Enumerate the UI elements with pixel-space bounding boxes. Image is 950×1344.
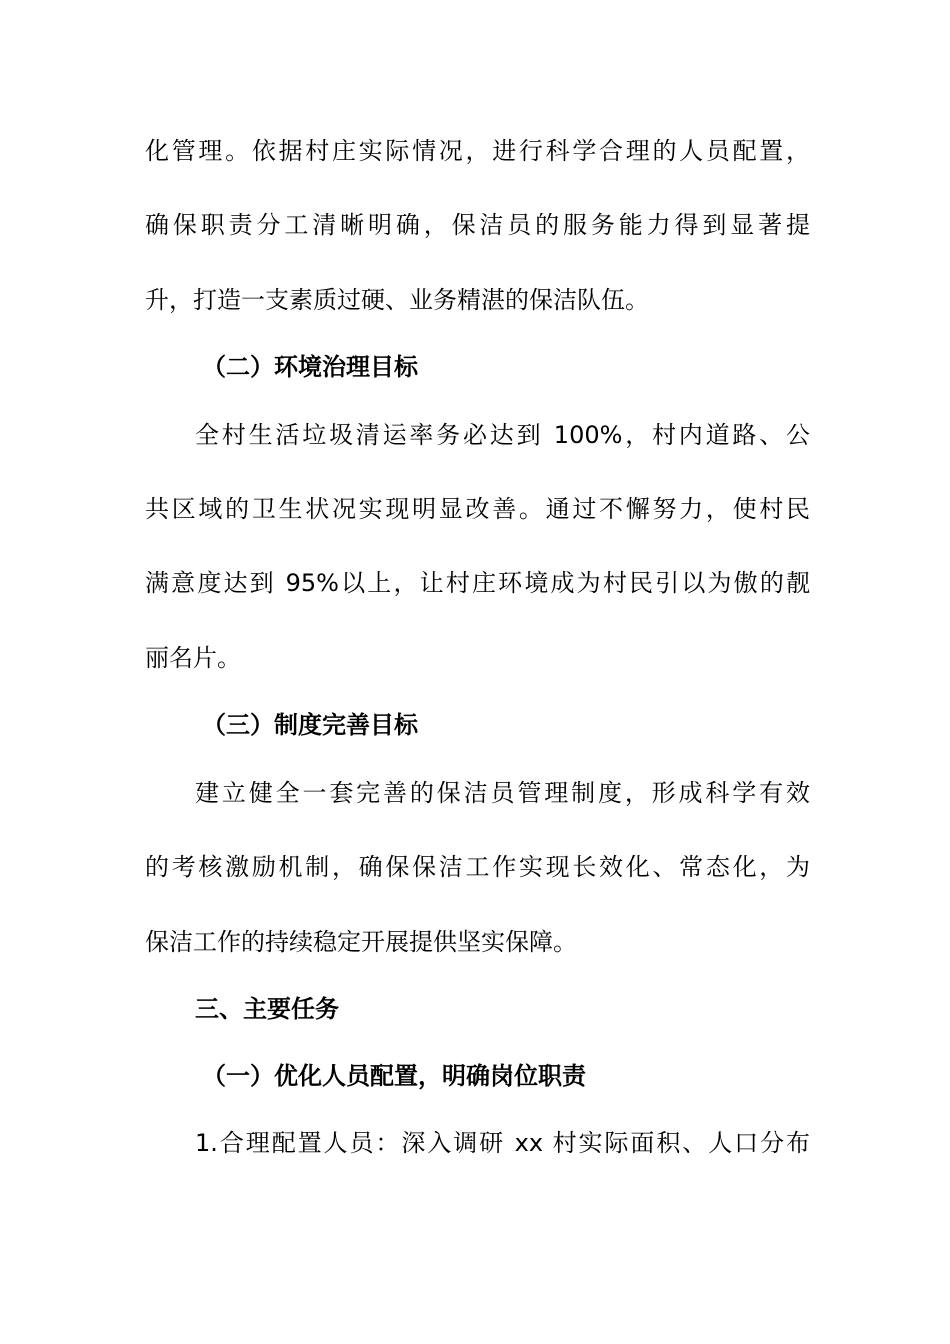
section-heading: （二）环境治理目标: [202, 353, 418, 381]
paragraph-line: 确保职责分工清晰明确，保洁员的服务能力得到显著提: [145, 211, 810, 239]
section-heading: （一）优化人员配置，明确岗位职责: [202, 1062, 586, 1090]
paragraph-line: 化管理。依据村庄实际情况，进行科学合理的人员配置，: [145, 137, 810, 165]
paragraph-line: 升，打造一支素质过硬、业务精湛的保洁队伍。: [145, 286, 649, 314]
chapter-heading: 三、主要任务: [195, 995, 339, 1023]
paragraph-line: 建立健全一套完善的保洁员管理制度，形成科学有效: [195, 779, 810, 807]
paragraph-line: 的考核激励机制，确保保洁工作实现长效化、常态化，为: [145, 853, 810, 881]
paragraph-line: 全村生活垃圾清运率务必达到 100%，村内道路、公: [195, 421, 810, 449]
paragraph-line: 共区域的卫生状况实现明显改善。通过不懈努力，使村民: [145, 495, 810, 523]
paragraph-line: 丽名片。: [145, 644, 241, 672]
paragraph-line: 满意度达到 95%以上，让村庄环境成为村民引以为傲的靓: [145, 569, 810, 597]
section-heading: （三）制度完善目标: [202, 711, 418, 739]
paragraph-line: 保洁工作的持续稳定开展提供坚实保障。: [145, 928, 577, 956]
paragraph-line: 1.合理配置人员：深入调研 xx 村实际面积、人口分布: [195, 1129, 810, 1157]
